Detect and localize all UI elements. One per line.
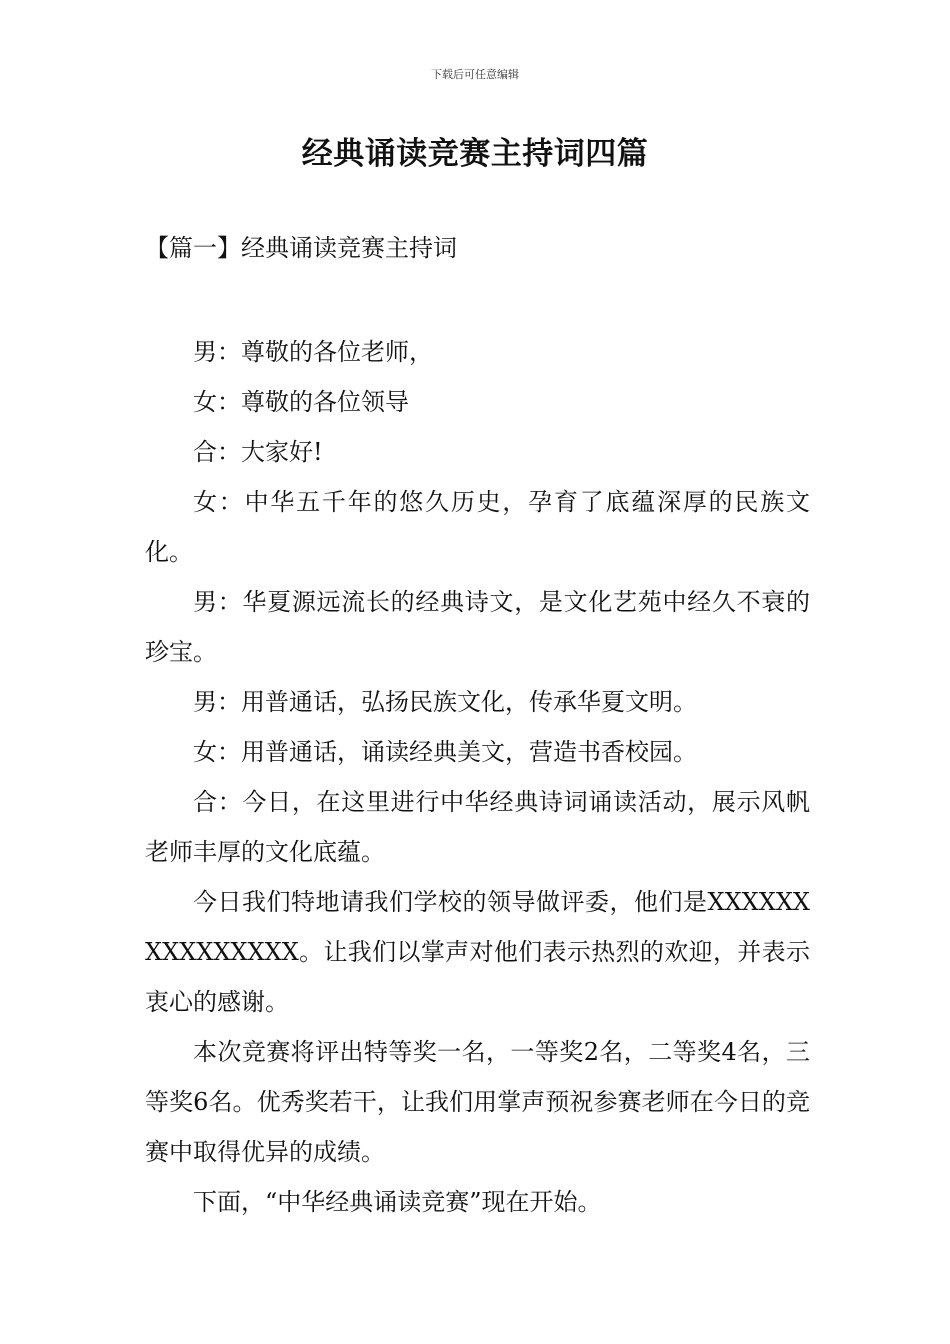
paragraph: 合：大家好! xyxy=(193,438,323,466)
section-heading: 【篇一】经典诵读竞赛主持词 xyxy=(145,234,457,262)
paragraph: 女：中华五千年的悠久历史，孕育了底蕴深厚的民族文化。 xyxy=(145,488,810,566)
header-note: 下载后可任意编辑 xyxy=(431,68,519,81)
paragraph: 男：用普通话，弘扬民族文化，传承华夏文明。 xyxy=(193,688,697,716)
document-body xyxy=(145,327,810,1227)
document-title: 经典诵读竞赛主持词四篇 xyxy=(301,136,649,172)
paragraph: 下面，“中华经典诵读竞赛”现在开始。 xyxy=(193,1188,602,1216)
paragraph: 女：用普通话，诵读经典美文，营造书香校园。 xyxy=(193,738,697,766)
paragraph: 合：今日，在这里进行中华经典诗词诵读活动，展示风帆老师丰厚的文化底蕴。 xyxy=(145,788,810,866)
paragraph: 本次竞赛将评出特等奖一名，一等奖2名，二等奖4名，三等奖6名。优秀奖若干，让我们用掌声预祝参赛老师在今日的竞赛中取得优异的成绩。 xyxy=(145,1038,810,1166)
paragraph: 男：尊敬的各位老师， xyxy=(193,338,433,366)
paragraph: 男：华夏源远流长的经典诗文，是文化艺苑中经久不衰的珍宝。 xyxy=(145,588,810,666)
paragraph: 今日我们特地请我们学校的领导做评委，他们是XXXXXXXXXXXXXXX。让我们以掌声对他们表示热烈的欢迎，并表示衷心的感谢。 xyxy=(145,888,810,1016)
paragraph: 女：尊敬的各位领导 xyxy=(193,388,409,416)
